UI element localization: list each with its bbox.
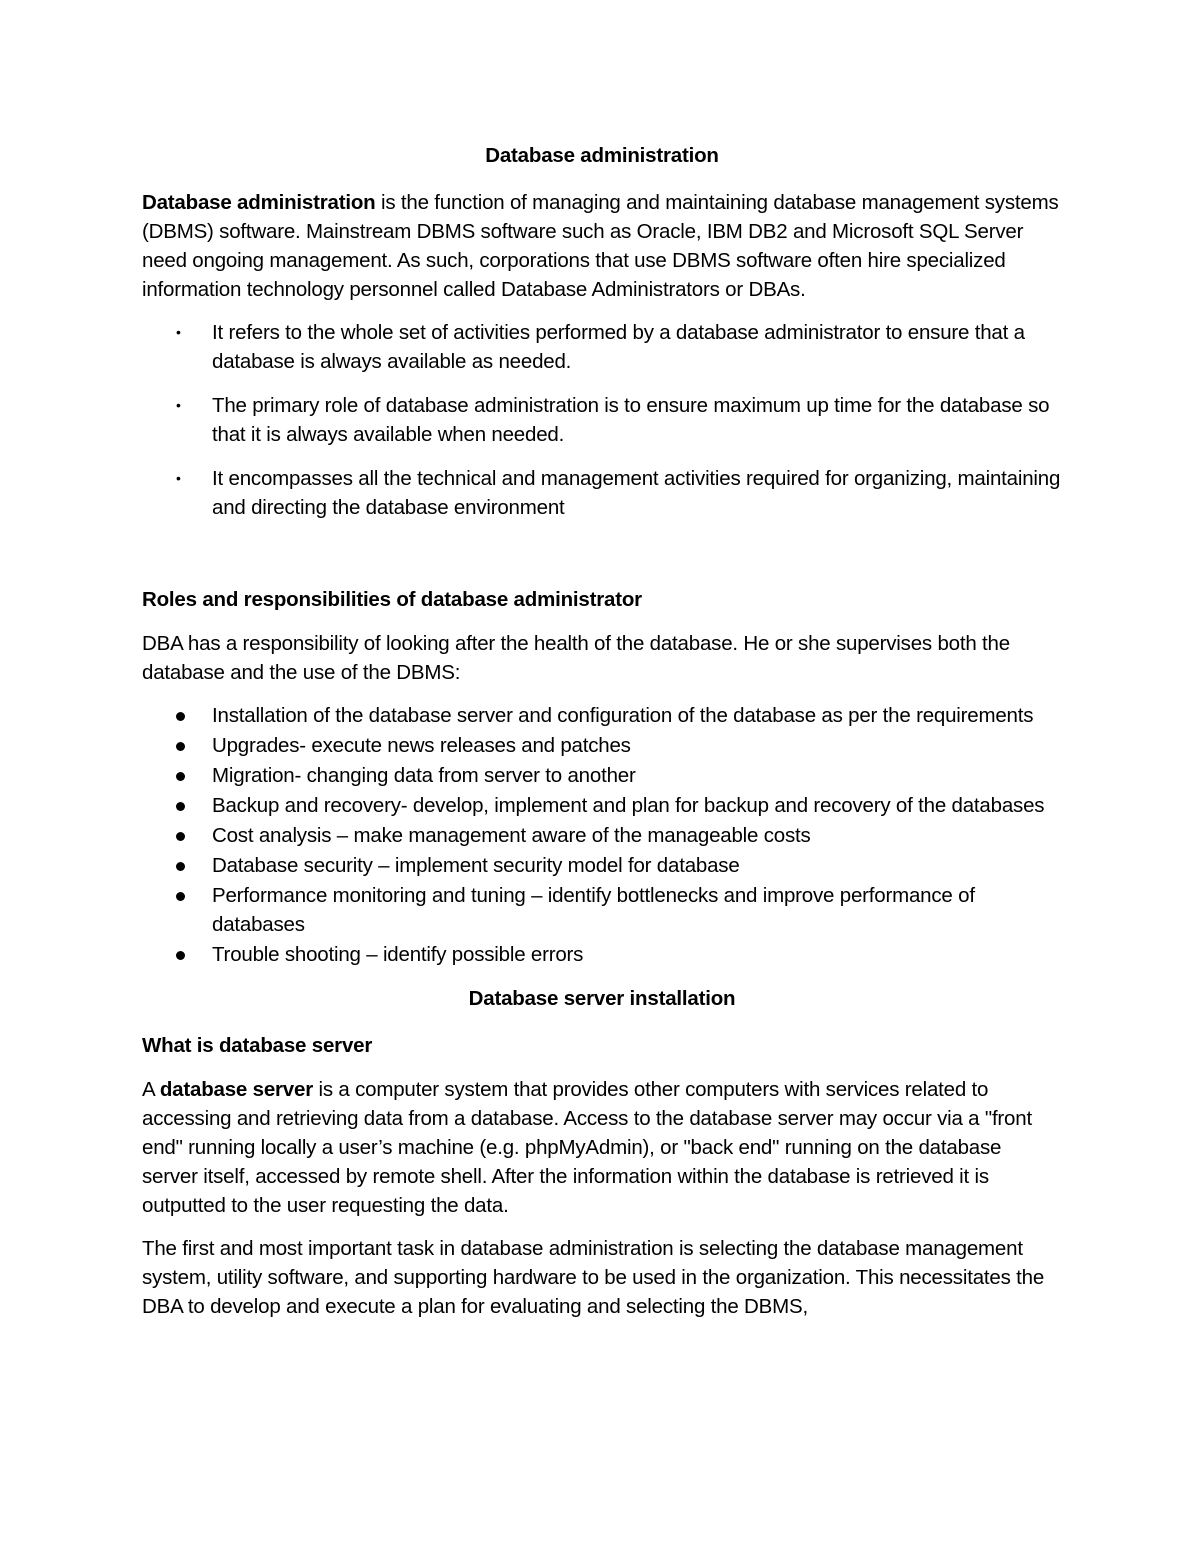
list-item bbox=[142, 701, 1062, 730]
definition-bullet-list bbox=[142, 318, 1062, 522]
bullet-dot-icon bbox=[176, 712, 185, 721]
server-text: is a computer system that provides other computers with services related to accessing and retrieving data from a database. Access to the database server may occur via a "front end" running locally a user’s machine (e.g. phpMyAdmin), or "back end" running on the database server itself, accessed by remote shell. After the information within the database is retrieved it is outputted to the user requesting the data. bbox=[142, 1078, 1032, 1217]
server-installation-title: Database server installation bbox=[468, 987, 736, 1010]
server-paragraph bbox=[142, 1075, 1062, 1220]
list-item bbox=[142, 791, 1062, 820]
bullet-dot-icon bbox=[176, 951, 185, 960]
what-is-server-heading: What is database server bbox=[142, 1034, 373, 1057]
final-paragraph: The first and most important task in database administration is selecting the database management system, utility software, and supporting hardware to be used in the organization. This necessitates the DBA to develop and execute a plan for evaluating and selecting the DBMS, bbox=[142, 1237, 1045, 1318]
server-bold-term: database server bbox=[159, 1078, 313, 1101]
list-item-text: Performance monitoring and tuning – identify bottlenecks and improve performance of databases bbox=[212, 884, 975, 936]
list-item-text: Installation of the database server and configuration of the database as per the requirements bbox=[212, 704, 1034, 727]
list-item-text: Cost analysis – make management aware of the manageable costs bbox=[212, 824, 811, 847]
intro-text: is the function of managing and maintaining database management systems (DBMS) software. Mainstream DBMS software such as Oracle, IBM DB2 and Microsoft SQL Server need ongoing management. As such, corporations that use DBMS software often hire specialized information technology personnel called Database Administrators or DBAs. bbox=[142, 191, 1059, 301]
bullet-dot-icon bbox=[176, 742, 185, 751]
list-item bbox=[142, 391, 1062, 449]
bullet-dot-icon bbox=[176, 772, 185, 781]
document-title: Database administration bbox=[485, 144, 719, 167]
bullet-icon: • bbox=[176, 470, 181, 486]
roles-intro-paragraph: DBA has a responsibility of looking after the health of the database. He or she supervises both the database and the use of the DBMS: bbox=[142, 632, 1010, 684]
server-prefix: A bbox=[142, 1078, 160, 1101]
roles-heading: Roles and responsibilities of database administrator bbox=[142, 588, 642, 611]
bullet-icon: • bbox=[176, 397, 181, 413]
intro-bold-lead: Database administration bbox=[142, 191, 376, 214]
list-item bbox=[142, 761, 1062, 790]
bullet-dot-icon bbox=[176, 832, 185, 841]
bullet-dot-icon bbox=[176, 802, 185, 811]
list-item-text: Migration- changing data from server to another bbox=[212, 764, 636, 787]
list-item-text: The primary role of database administration is to ensure maximum up time for the database so that it is always available when needed. bbox=[212, 394, 1050, 446]
list-item-text: Database security – implement security model for database bbox=[212, 854, 740, 877]
list-item bbox=[142, 464, 1062, 522]
roles-bullet-list bbox=[142, 701, 1062, 969]
list-item-text: Upgrades- execute news releases and patches bbox=[212, 734, 631, 757]
list-item bbox=[142, 318, 1062, 376]
list-item bbox=[142, 940, 1062, 969]
list-item-text: Trouble shooting – identify possible errors bbox=[212, 943, 584, 966]
list-item-text: It refers to the whole set of activities performed by a database administrator to ensure that a database is always available as needed. bbox=[212, 321, 1025, 373]
list-item bbox=[142, 881, 1062, 939]
document-page bbox=[142, 140, 1062, 1335]
list-item-text: It encompasses all the technical and management activities required for organizing, maintaining and directing the database environment bbox=[212, 467, 1061, 519]
list-item bbox=[142, 731, 1062, 760]
bullet-dot-icon bbox=[176, 892, 185, 901]
bullet-dot-icon bbox=[176, 862, 185, 871]
intro-paragraph bbox=[142, 188, 1062, 304]
list-item-text: Backup and recovery- develop, implement and plan for backup and recovery of the databases bbox=[212, 794, 1045, 817]
bullet-icon: • bbox=[176, 324, 181, 340]
list-item bbox=[142, 821, 1062, 850]
spacer bbox=[142, 537, 1062, 585]
list-item bbox=[142, 851, 1062, 880]
